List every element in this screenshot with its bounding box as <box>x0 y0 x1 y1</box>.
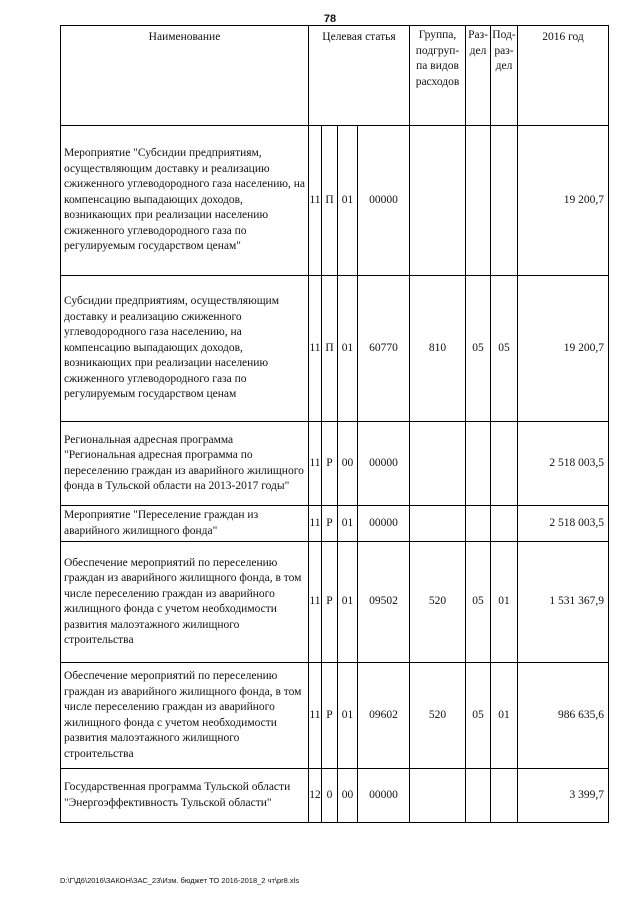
row-code-2: Р <box>322 422 338 506</box>
row-group <box>410 506 466 542</box>
header-name: Наименование <box>61 26 309 126</box>
row-subsection <box>491 126 518 276</box>
row-code-3: 00 <box>338 422 358 506</box>
row-code-2: П <box>322 126 338 276</box>
file-path-footer: D:\Г\Д6\2016\ЗАКОН\ЗАС_23\Изм. бюджет ТО 2016-2018_2 чт\pr8.xls <box>60 876 300 885</box>
row-amount: 2 518 003,5 <box>518 422 609 506</box>
table-row <box>61 422 609 506</box>
row-code-1: 12 <box>309 769 322 823</box>
row-group <box>410 422 466 506</box>
row-amount: 2 518 003,5 <box>518 506 609 542</box>
page-number: 78 <box>323 13 337 25</box>
row-code-3: 01 <box>338 506 358 542</box>
row-code-1: 11 <box>309 542 322 663</box>
row-section <box>466 506 491 542</box>
budget-table <box>60 25 609 823</box>
row-code-1: 11 <box>309 506 322 542</box>
row-code-4: 00000 <box>358 506 410 542</box>
row-amount: 986 635,6 <box>518 663 609 769</box>
row-name: Субсидии предприятиям, осуществляющим доставку и реализацию сжиженного углеводородного газа населению, на компенсацию выпадающих доходов, возникающих при реализации населению сжиженного углеводородного газа по регулируемым государством ценам <box>61 276 309 422</box>
header-target-article: Целевая статья <box>309 26 410 126</box>
row-group: 520 <box>410 663 466 769</box>
row-amount: 19 200,7 <box>518 126 609 276</box>
header-row <box>61 26 609 126</box>
row-code-2: П <box>322 276 338 422</box>
row-code-3: 01 <box>338 663 358 769</box>
table-row <box>61 769 609 823</box>
table-row <box>61 276 609 422</box>
row-code-2: Р <box>322 542 338 663</box>
row-subsection <box>491 769 518 823</box>
table-row <box>61 663 609 769</box>
row-group <box>410 769 466 823</box>
row-group: 520 <box>410 542 466 663</box>
row-code-1: 11 <box>309 663 322 769</box>
row-name: Мероприятие "Субсидии предприятиям, осуществляющим доставку и реализацию сжиженного углеводородного газа населению, на компенсацию выпадающих доходов, возникающих при реализации населению сжиженного углеводородного газа по регулируемым государством ценам" <box>61 126 309 276</box>
row-amount: 1 531 367,9 <box>518 542 609 663</box>
row-section: 05 <box>466 663 491 769</box>
row-amount: 19 200,7 <box>518 276 609 422</box>
row-code-2: 0 <box>322 769 338 823</box>
header-section: Раз- дел <box>466 26 491 126</box>
row-section <box>466 126 491 276</box>
header-subsection: Под- раз- дел <box>491 26 518 126</box>
row-code-1: 11 <box>309 126 322 276</box>
header-group: Группа, подгруп- па видов расходов <box>410 26 466 126</box>
row-name: Обеспечение мероприятий по переселению граждан из аварийного жилищного фонда, в том числе переселению граждан из аварийного жилищного фонда с учетом необходимости развития малоэтажного жилищного строительства <box>61 542 309 663</box>
row-section: 05 <box>466 276 491 422</box>
row-subsection: 05 <box>491 276 518 422</box>
row-subsection <box>491 506 518 542</box>
table-row <box>61 506 609 542</box>
row-code-3: 00 <box>338 769 358 823</box>
row-name: Региональная адресная программа "Региональная адресная программа по переселению граждан из аварийного жилищного фонда в Тульской области на 2013-2017 годы" <box>61 422 309 506</box>
row-amount: 3 399,7 <box>518 769 609 823</box>
row-code-4: 00000 <box>358 422 410 506</box>
header-year: 2016 год <box>518 26 609 126</box>
row-subsection: 01 <box>491 542 518 663</box>
row-subsection: 01 <box>491 663 518 769</box>
row-group <box>410 126 466 276</box>
row-code-2: Р <box>322 663 338 769</box>
row-code-4: 09602 <box>358 663 410 769</box>
row-code-1: 11 <box>309 422 322 506</box>
row-code-4: 00000 <box>358 126 410 276</box>
row-code-1: 11 <box>309 276 322 422</box>
row-code-3: 01 <box>338 126 358 276</box>
table-row <box>61 126 609 276</box>
row-section <box>466 422 491 506</box>
row-section <box>466 769 491 823</box>
row-code-4: 00000 <box>358 769 410 823</box>
row-code-4: 60770 <box>358 276 410 422</box>
row-code-2: Р <box>322 506 338 542</box>
row-name: Обеспечение мероприятий по переселению граждан из аварийного жилищного фонда, в том числе переселению граждан из аварийного жилищного фонда с учетом необходимости развития малоэтажного жилищного строительства <box>61 663 309 769</box>
row-code-4: 09502 <box>358 542 410 663</box>
row-name: Государственная программа Тульской области "Энергоэффективность Тульской области" <box>61 769 309 823</box>
table-row <box>61 542 609 663</box>
row-code-3: 01 <box>338 542 358 663</box>
row-name: Мероприятие "Переселение граждан из аварийного жилищного фонда" <box>61 506 309 542</box>
row-section: 05 <box>466 542 491 663</box>
row-group: 810 <box>410 276 466 422</box>
row-code-3: 01 <box>338 276 358 422</box>
row-subsection <box>491 422 518 506</box>
